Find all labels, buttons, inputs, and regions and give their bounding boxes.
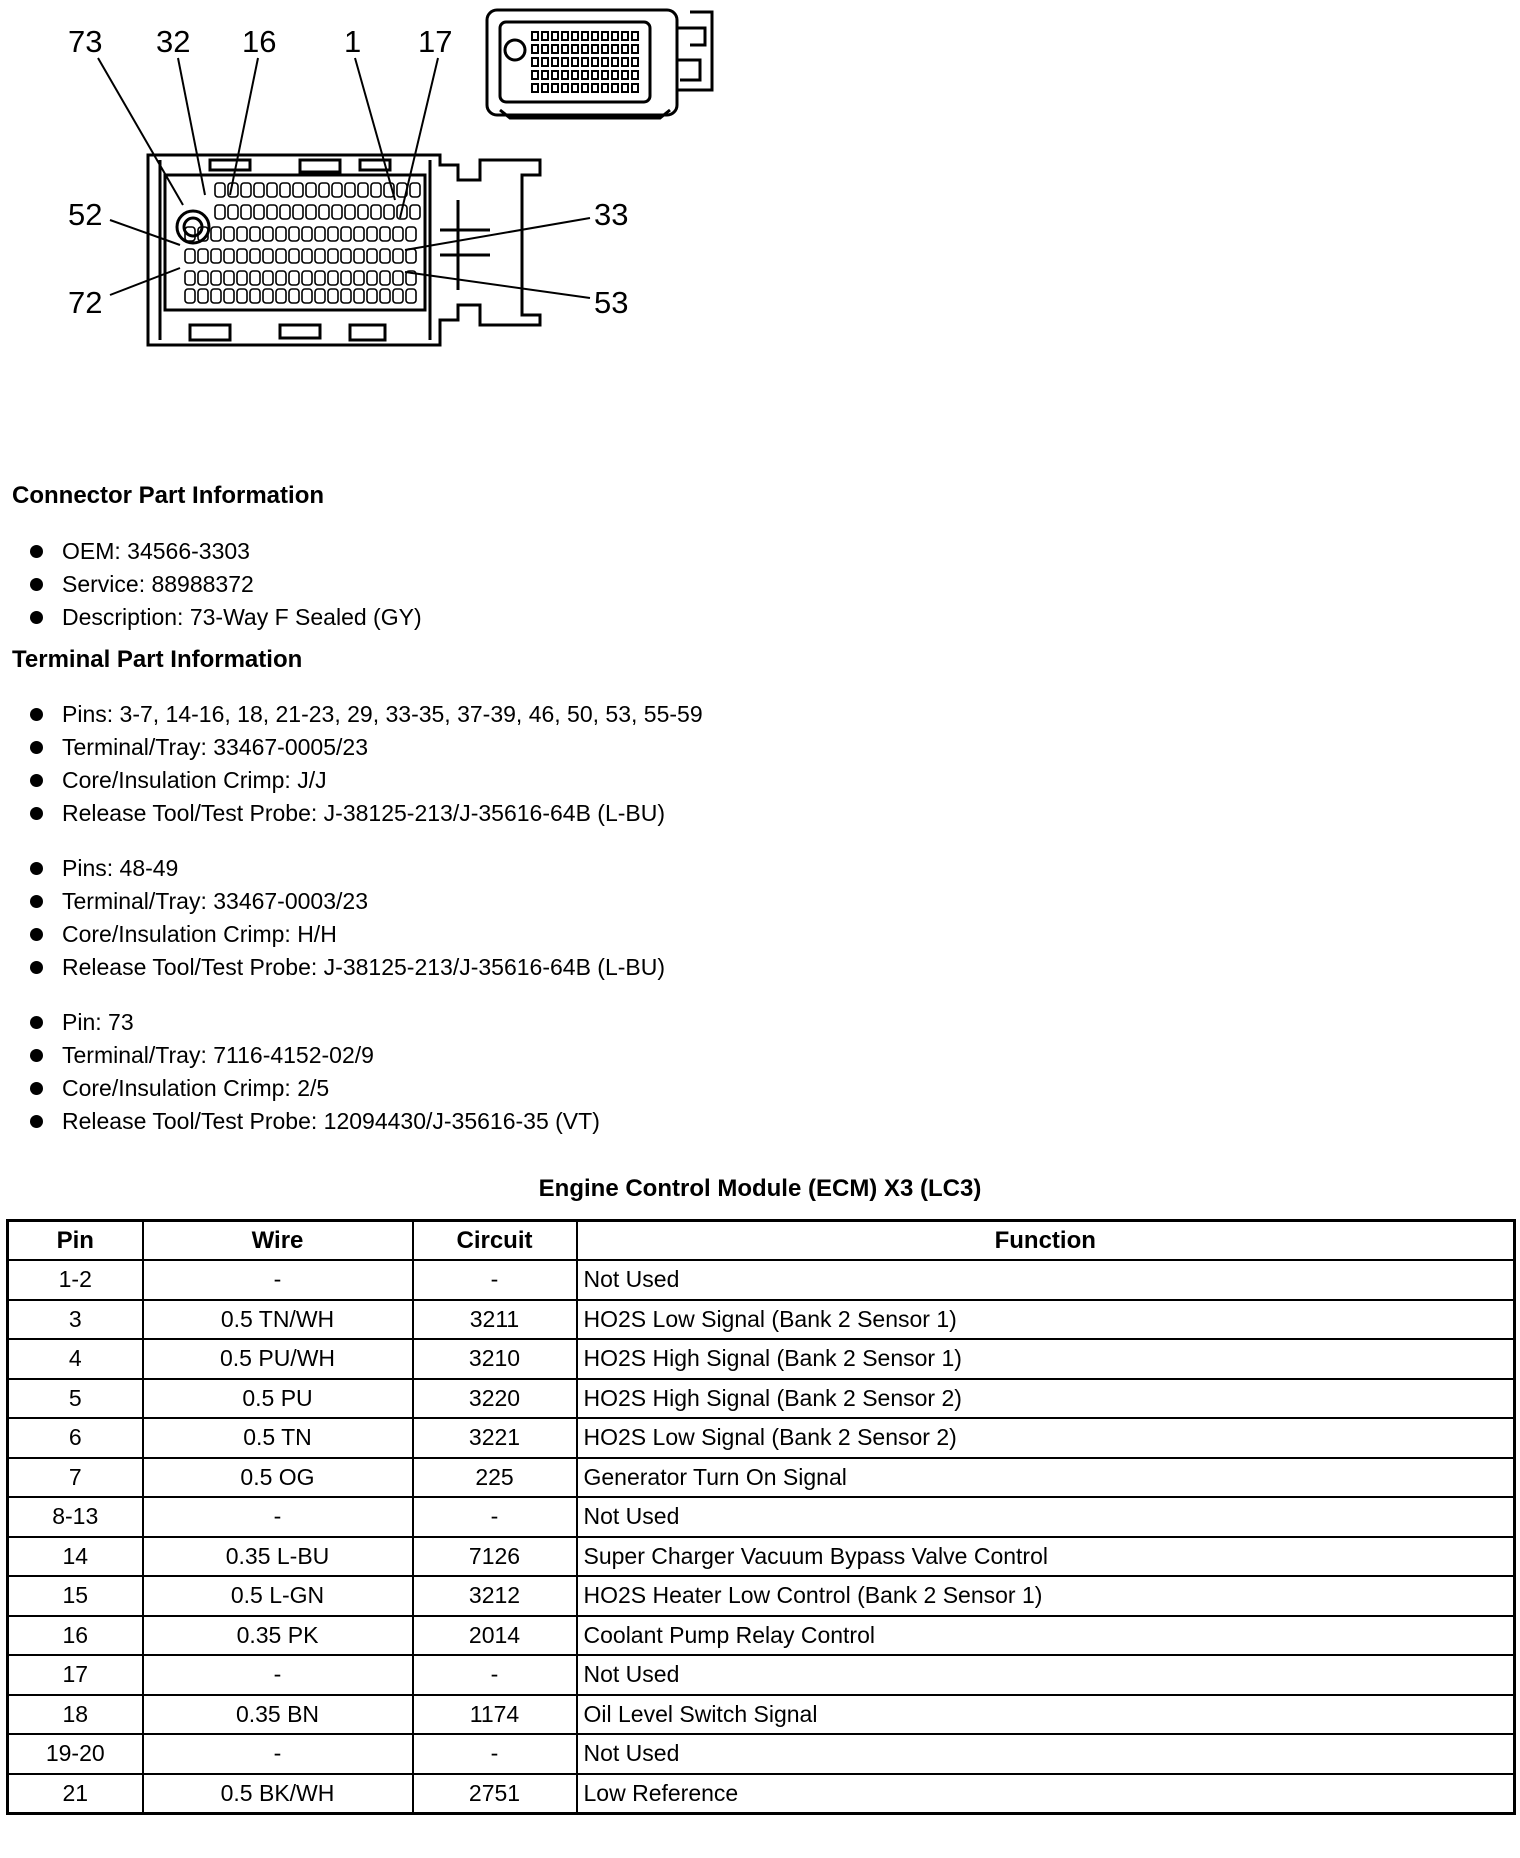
pin-cell: 19-20 bbox=[8, 1734, 143, 1774]
table-title bbox=[0, 1175, 1520, 1203]
list-item: Release Tool/Test Probe: J-38125-213/J-35616-64B (L-BU) bbox=[28, 951, 665, 984]
function-cell: Low Reference bbox=[577, 1774, 1515, 1814]
circuit-cell: - bbox=[413, 1497, 577, 1537]
terminal-part-heading: Terminal Part Information bbox=[12, 646, 303, 673]
wire-cell: - bbox=[143, 1497, 413, 1537]
function-cell: Generator Turn On Signal bbox=[577, 1458, 1515, 1498]
function-cell: HO2S Heater Low Control (Bank 2 Sensor 1) bbox=[577, 1576, 1515, 1616]
table-row bbox=[8, 1379, 1515, 1419]
function-cell: Oil Level Switch Signal bbox=[577, 1695, 1515, 1735]
pin-label-16: 16 bbox=[242, 24, 277, 59]
pin-label-32: 32 bbox=[156, 24, 191, 59]
function-cell: Not Used bbox=[577, 1497, 1515, 1537]
circuit-cell: 225 bbox=[413, 1458, 577, 1498]
pin-cell: 17 bbox=[8, 1655, 143, 1695]
pin-label-33: 33 bbox=[594, 197, 629, 232]
connector-part-heading: Connector Part Information bbox=[12, 482, 325, 509]
wire-cell: 0.5 OG bbox=[143, 1458, 413, 1498]
circuit-cell: 3211 bbox=[413, 1300, 577, 1340]
column-header-wire: Wire bbox=[143, 1221, 413, 1261]
pin-cell: 16 bbox=[8, 1616, 143, 1656]
list-item: Core/Insulation Crimp: H/H bbox=[28, 918, 665, 951]
pin-cell: 18 bbox=[8, 1695, 143, 1735]
column-header-pin: Pin bbox=[8, 1221, 143, 1261]
pin-label-17: 17 bbox=[418, 24, 453, 59]
wire-cell: 0.35 L-BU bbox=[143, 1537, 413, 1577]
pin-cell: 5 bbox=[8, 1379, 143, 1419]
circuit-cell: 3210 bbox=[413, 1339, 577, 1379]
table-header-row bbox=[8, 1221, 1515, 1261]
function-cell: Super Charger Vacuum Bypass Valve Control bbox=[577, 1537, 1515, 1577]
function-cell: HO2S Low Signal (Bank 2 Sensor 2) bbox=[577, 1418, 1515, 1458]
function-cell: Coolant Pump Relay Control bbox=[577, 1616, 1515, 1656]
pin-cell: 6 bbox=[8, 1418, 143, 1458]
pin-cell: 15 bbox=[8, 1576, 143, 1616]
table-row bbox=[8, 1695, 1515, 1735]
circuit-cell: 3220 bbox=[413, 1379, 577, 1419]
wire-cell: 0.5 PU/WH bbox=[143, 1339, 413, 1379]
circuit-cell: 1174 bbox=[413, 1695, 577, 1735]
table-row bbox=[8, 1497, 1515, 1537]
pin-cell: 1-2 bbox=[8, 1260, 143, 1300]
function-cell: Not Used bbox=[577, 1655, 1515, 1695]
list-item: Core/Insulation Crimp: 2/5 bbox=[28, 1072, 600, 1105]
function-cell: HO2S High Signal (Bank 2 Sensor 2) bbox=[577, 1379, 1515, 1419]
wire-cell: 0.5 BK/WH bbox=[143, 1774, 413, 1814]
connector-body bbox=[148, 155, 540, 345]
list-item: Terminal/Tray: 33467-0003/23 bbox=[28, 885, 665, 918]
function-cell: Not Used bbox=[577, 1734, 1515, 1774]
wire-cell: 0.35 BN bbox=[143, 1695, 413, 1735]
function-cell: HO2S High Signal (Bank 2 Sensor 1) bbox=[577, 1339, 1515, 1379]
table-row bbox=[8, 1300, 1515, 1340]
pin-label-73: 73 bbox=[68, 24, 103, 59]
function-cell: Not Used bbox=[577, 1260, 1515, 1300]
circuit-cell: 3221 bbox=[413, 1418, 577, 1458]
pin-cell: 8-13 bbox=[8, 1497, 143, 1537]
list-item: Core/Insulation Crimp: J/J bbox=[28, 764, 703, 797]
function-cell: HO2S Low Signal (Bank 2 Sensor 1) bbox=[577, 1300, 1515, 1340]
table-title-text: Engine Control Module (ECM) X3 (LC3) bbox=[538, 1175, 982, 1202]
table-body bbox=[8, 1260, 1515, 1813]
terminal-group-1 bbox=[28, 698, 703, 830]
list-item: Pins: 48-49 bbox=[28, 852, 665, 885]
column-header-circuit: Circuit bbox=[413, 1221, 577, 1261]
list-item: Release Tool/Test Probe: J-38125-213/J-35616-64B (L-BU) bbox=[28, 797, 703, 830]
list-item: Terminal/Tray: 7116-4152-02/9 bbox=[28, 1039, 600, 1072]
wire-cell: - bbox=[143, 1734, 413, 1774]
table-row bbox=[8, 1616, 1515, 1656]
wire-cell: 0.35 PK bbox=[143, 1616, 413, 1656]
wire-cell: - bbox=[143, 1260, 413, 1300]
list-item: OEM: 34566-3303 bbox=[28, 535, 422, 568]
list-item: Pins: 3-7, 14-16, 18, 21-23, 29, 33-35, 37-39, 46, 50, 53, 55-59 bbox=[28, 698, 703, 731]
terminal-group-3 bbox=[28, 1006, 600, 1138]
circuit-cell: 2751 bbox=[413, 1774, 577, 1814]
list-item: Description: 73-Way F Sealed (GY) bbox=[28, 601, 422, 634]
wire-cell: 0.5 PU bbox=[143, 1379, 413, 1419]
pin-cell: 14 bbox=[8, 1537, 143, 1577]
table-row bbox=[8, 1260, 1515, 1300]
circuit-cell: 3212 bbox=[413, 1576, 577, 1616]
list-item: Terminal/Tray: 33467-0005/23 bbox=[28, 731, 703, 764]
circuit-cell: 7126 bbox=[413, 1537, 577, 1577]
table-row bbox=[8, 1537, 1515, 1577]
table-row bbox=[8, 1339, 1515, 1379]
pin-cell: 4 bbox=[8, 1339, 143, 1379]
circuit-cell: - bbox=[413, 1655, 577, 1695]
terminal-group-2 bbox=[28, 852, 665, 984]
pin-label-53: 53 bbox=[594, 285, 629, 320]
connector-part-list bbox=[28, 535, 422, 634]
table-row bbox=[8, 1418, 1515, 1458]
list-item: Release Tool/Test Probe: 12094430/J-35616-35 (VT) bbox=[28, 1105, 600, 1138]
pin-label-1: 1 bbox=[344, 24, 362, 59]
pinout-table bbox=[6, 1219, 1516, 1815]
circuit-cell: 2014 bbox=[413, 1616, 577, 1656]
wire-cell: 0.5 TN/WH bbox=[143, 1300, 413, 1340]
pin-cell: 7 bbox=[8, 1458, 143, 1498]
list-item: Service: 88988372 bbox=[28, 568, 422, 601]
pin-cell: 3 bbox=[8, 1300, 143, 1340]
wire-cell: 0.5 TN bbox=[143, 1418, 413, 1458]
list-item: Pin: 73 bbox=[28, 1006, 600, 1039]
table-row bbox=[8, 1655, 1515, 1695]
circuit-cell: - bbox=[413, 1260, 577, 1300]
connector-thumbnail bbox=[487, 10, 712, 118]
column-header-function: Function bbox=[577, 1221, 1515, 1261]
wire-cell: 0.5 L-GN bbox=[143, 1576, 413, 1616]
table-row bbox=[8, 1576, 1515, 1616]
wire-cell: - bbox=[143, 1655, 413, 1695]
table-row bbox=[8, 1774, 1515, 1814]
table-row bbox=[8, 1734, 1515, 1774]
pin-label-52: 52 bbox=[68, 197, 103, 232]
pin-cell: 21 bbox=[8, 1774, 143, 1814]
circuit-cell: - bbox=[413, 1734, 577, 1774]
pin-label-72: 72 bbox=[68, 285, 103, 320]
connector-diagram bbox=[0, 0, 760, 360]
table-row bbox=[8, 1458, 1515, 1498]
